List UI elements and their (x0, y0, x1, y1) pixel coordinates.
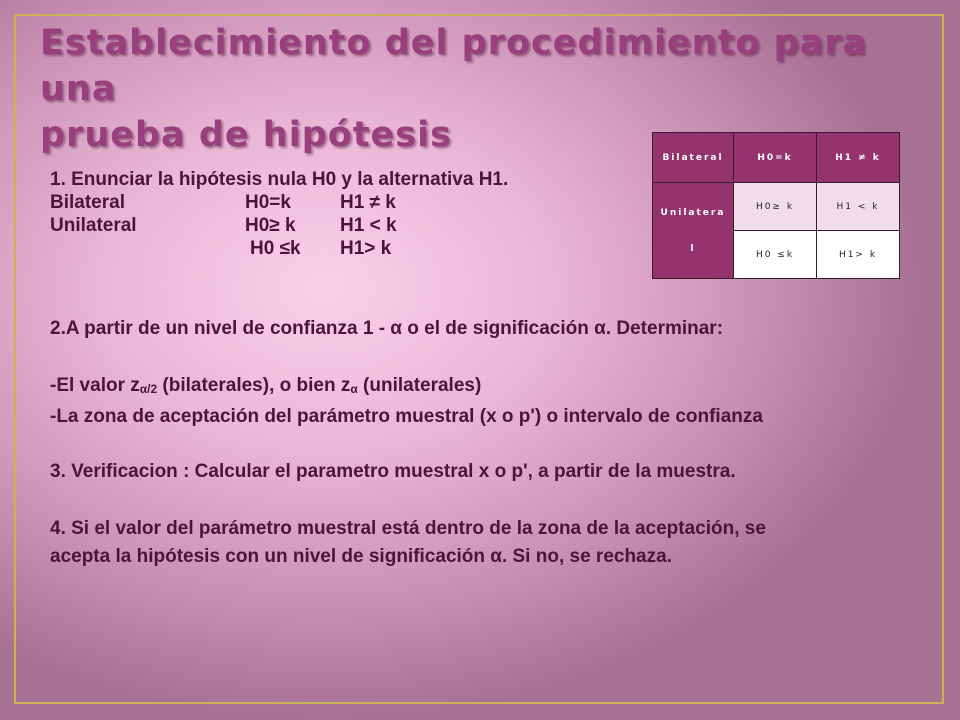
unilateral-label-cell (653, 183, 734, 279)
alt-hypothesis: H1> k (340, 238, 392, 259)
null-hypothesis: H0≥ k (245, 215, 296, 236)
step-4-block (50, 515, 880, 571)
table-cell: H1> k (817, 231, 900, 279)
step-3-block (50, 458, 880, 486)
critical-value-mid: (bilaterales), o bien z (157, 375, 351, 396)
null-hypothesis: H0 ≤k (250, 238, 301, 259)
acceptance-zone-line: -La zona de aceptación del parámetro muestral (x o p') o intervalo de confianza (50, 406, 763, 427)
table-cell: H0≥ k (734, 183, 817, 231)
table-header-cell: Bilateral (653, 133, 734, 183)
table-header-row (653, 133, 900, 183)
unilateral-label-part-1: Unilatera (660, 207, 726, 218)
table-header-cell: H1 ≠ k (817, 133, 900, 183)
step-1-text: 1. Enunciar la hipótesis nula H0 y la alternativa H1. (50, 169, 509, 190)
alt-hypothesis: H1 < k (340, 215, 397, 236)
table-cell: H1 < k (817, 183, 900, 231)
critical-value-suffix: (unilaterales) (357, 375, 482, 396)
title-line-2: prueba de hipótesis (40, 115, 452, 155)
table-row (653, 183, 900, 231)
step-2-text: 2.A partir de un nivel de confianza 1 - α o el de significación α. Determinar: (50, 318, 724, 339)
step-2-block (50, 315, 880, 343)
step-4-line-1: 4. Si el valor del parámetro muestral está dentro de la zona de la aceptación, se (50, 518, 766, 539)
hypothesis-type: Unilateral (50, 215, 137, 236)
table-cell: H0 ≤k (734, 231, 817, 279)
title-line-1: Establecimiento del procedimiento para una (40, 23, 868, 109)
critical-value-prefix: -El valor z (50, 375, 140, 396)
alt-hypothesis: H1 ≠ k (340, 192, 396, 213)
table-header-cell: H0=k (734, 133, 817, 183)
unilateral-label-part-2: l (690, 243, 696, 254)
step-3-text: 3. Verificacion : Calcular el parametro muestral x o p', a partir de la muestra. (50, 461, 736, 482)
step-4-line-2: acepta la hipótesis con un nivel de significación α. Si no, se rechaza. (50, 546, 672, 567)
critical-value-line (50, 372, 880, 403)
hypothesis-type: Bilateral (50, 192, 125, 213)
alpha-subscript: α (350, 382, 358, 396)
alpha-half-subscript: α/2 (139, 382, 158, 396)
step-2-details (50, 372, 880, 431)
null-hypothesis: H0=k (245, 192, 291, 213)
hypothesis-table (652, 132, 900, 279)
